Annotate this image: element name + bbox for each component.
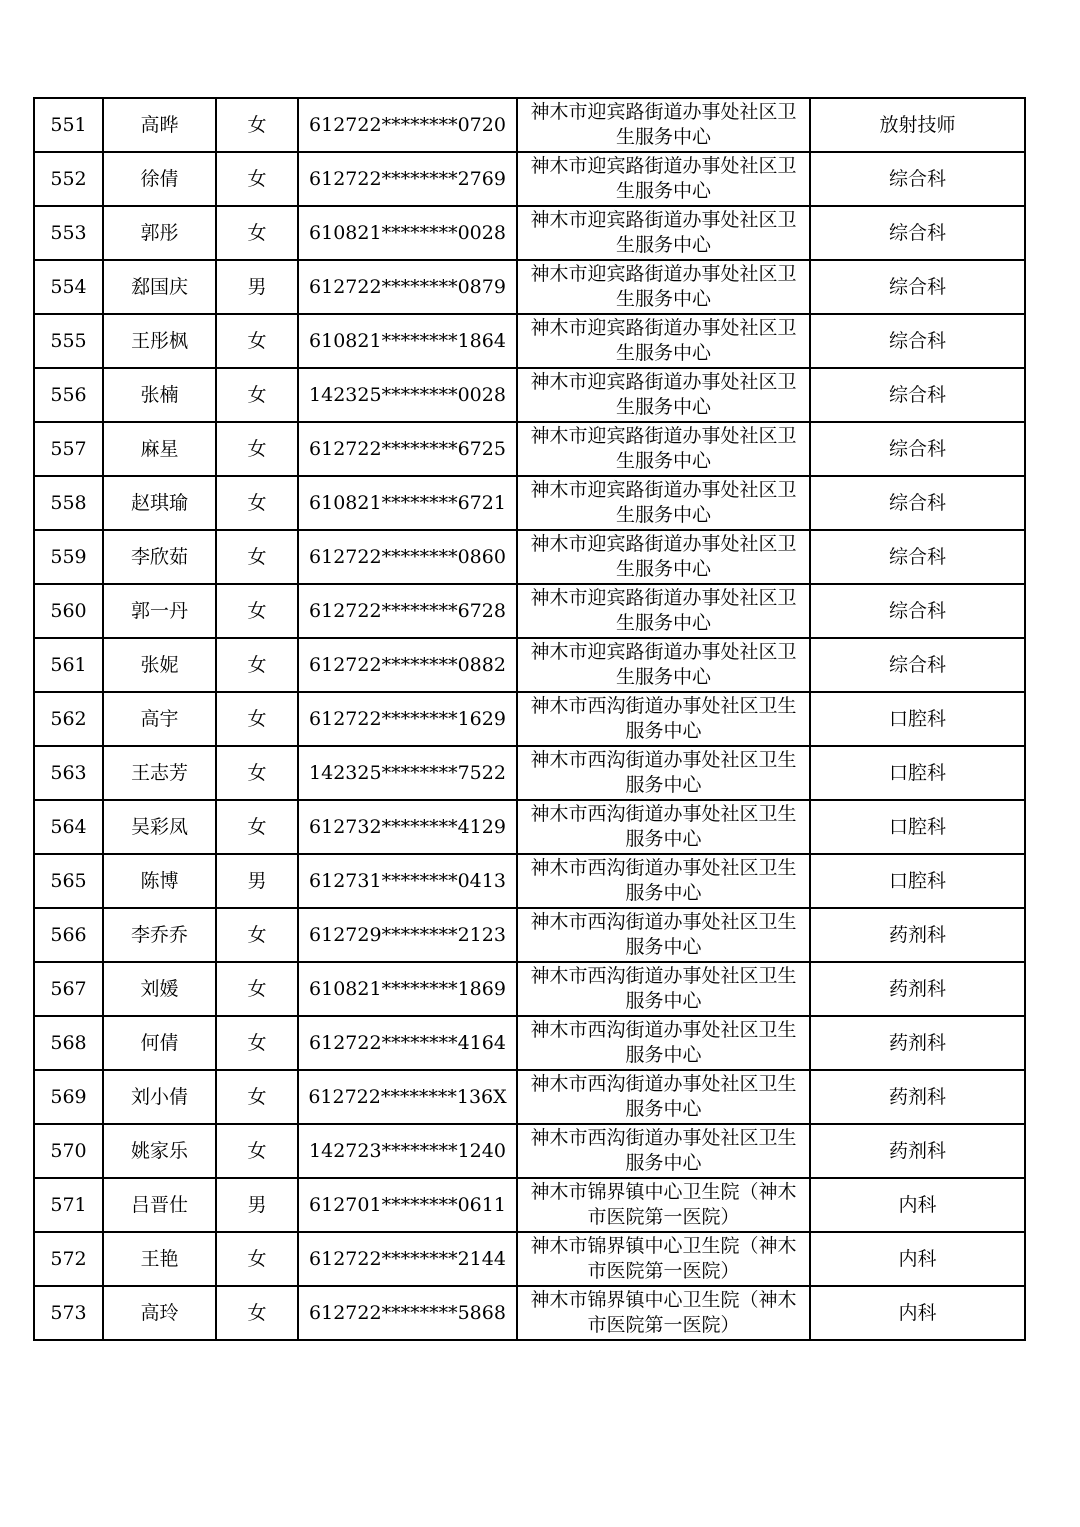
row-number: 561 (34, 638, 103, 692)
work-unit: 神木市锦界镇中心卫生院（神木市医院第一医院） (517, 1232, 810, 1286)
person-name: 吕晋仕 (103, 1178, 216, 1232)
table-row (34, 1070, 1025, 1124)
id-number: 612722********1629 (298, 692, 517, 746)
gender: 男 (216, 260, 298, 314)
row-number: 571 (34, 1178, 103, 1232)
post: 口腔科 (810, 854, 1025, 908)
person-name: 高玲 (103, 1286, 216, 1340)
person-name: 高晔 (103, 98, 216, 152)
id-number: 142325********7522 (298, 746, 517, 800)
post: 综合科 (810, 422, 1025, 476)
gender: 女 (216, 908, 298, 962)
person-name: 张妮 (103, 638, 216, 692)
table-row (34, 260, 1025, 314)
work-unit: 神木市西沟街道办事处社区卫生服务中心 (517, 692, 810, 746)
table-row (34, 746, 1025, 800)
post: 口腔科 (810, 692, 1025, 746)
person-name: 李欣茹 (103, 530, 216, 584)
id-number: 612722********0882 (298, 638, 517, 692)
person-name: 王艳 (103, 1232, 216, 1286)
person-name: 刘媛 (103, 962, 216, 1016)
table-row (34, 1232, 1025, 1286)
post: 综合科 (810, 206, 1025, 260)
row-number: 565 (34, 854, 103, 908)
row-number: 551 (34, 98, 103, 152)
gender: 女 (216, 206, 298, 260)
work-unit: 神木市迎宾路街道办事处社区卫生服务中心 (517, 584, 810, 638)
table-row (34, 1016, 1025, 1070)
row-number: 569 (34, 1070, 103, 1124)
person-name: 王志芳 (103, 746, 216, 800)
table-row (34, 1124, 1025, 1178)
post: 药剂科 (810, 962, 1025, 1016)
work-unit: 神木市迎宾路街道办事处社区卫生服务中心 (517, 152, 810, 206)
row-number: 557 (34, 422, 103, 476)
post: 口腔科 (810, 800, 1025, 854)
work-unit: 神木市西沟街道办事处社区卫生服务中心 (517, 800, 810, 854)
gender: 女 (216, 800, 298, 854)
work-unit: 神木市西沟街道办事处社区卫生服务中心 (517, 962, 810, 1016)
person-name: 赵琪瑜 (103, 476, 216, 530)
work-unit: 神木市西沟街道办事处社区卫生服务中心 (517, 746, 810, 800)
id-number: 610821********6721 (298, 476, 517, 530)
id-number: 612731********0413 (298, 854, 517, 908)
table-row (34, 638, 1025, 692)
work-unit: 神木市西沟街道办事处社区卫生服务中心 (517, 854, 810, 908)
roster-body (34, 98, 1025, 1340)
id-number: 610821********1864 (298, 314, 517, 368)
id-number: 612722********6725 (298, 422, 517, 476)
gender: 女 (216, 98, 298, 152)
row-number: 560 (34, 584, 103, 638)
person-name: 姚家乐 (103, 1124, 216, 1178)
person-name: 李乔乔 (103, 908, 216, 962)
work-unit: 神木市锦界镇中心卫生院（神木市医院第一医院） (517, 1286, 810, 1340)
row-number: 559 (34, 530, 103, 584)
row-number: 553 (34, 206, 103, 260)
work-unit: 神木市西沟街道办事处社区卫生服务中心 (517, 1124, 810, 1178)
row-number: 573 (34, 1286, 103, 1340)
row-number: 570 (34, 1124, 103, 1178)
gender: 男 (216, 854, 298, 908)
id-number: 142325********0028 (298, 368, 517, 422)
work-unit: 神木市迎宾路街道办事处社区卫生服务中心 (517, 206, 810, 260)
work-unit: 神木市迎宾路街道办事处社区卫生服务中心 (517, 638, 810, 692)
id-number: 612722********0720 (298, 98, 517, 152)
post: 综合科 (810, 584, 1025, 638)
gender: 女 (216, 314, 298, 368)
person-name: 高宇 (103, 692, 216, 746)
work-unit: 神木市西沟街道办事处社区卫生服务中心 (517, 908, 810, 962)
row-number: 552 (34, 152, 103, 206)
id-number: 142723********1240 (298, 1124, 517, 1178)
table-row (34, 530, 1025, 584)
gender: 男 (216, 1178, 298, 1232)
post: 综合科 (810, 260, 1025, 314)
id-number: 610821********1869 (298, 962, 517, 1016)
row-number: 563 (34, 746, 103, 800)
post: 综合科 (810, 152, 1025, 206)
person-name: 徐倩 (103, 152, 216, 206)
person-name: 何倩 (103, 1016, 216, 1070)
work-unit: 神木市迎宾路街道办事处社区卫生服务中心 (517, 422, 810, 476)
id-number: 610821********0028 (298, 206, 517, 260)
row-number: 568 (34, 1016, 103, 1070)
gender: 女 (216, 1070, 298, 1124)
row-number: 558 (34, 476, 103, 530)
gender: 女 (216, 476, 298, 530)
work-unit: 神木市锦界镇中心卫生院（神木市医院第一医院） (517, 1178, 810, 1232)
post: 药剂科 (810, 1016, 1025, 1070)
person-name: 郄国庆 (103, 260, 216, 314)
id-number: 612722********2144 (298, 1232, 517, 1286)
table-row (34, 692, 1025, 746)
table-row (34, 368, 1025, 422)
post: 综合科 (810, 476, 1025, 530)
id-number: 612722********6728 (298, 584, 517, 638)
gender: 女 (216, 962, 298, 1016)
table-row (34, 422, 1025, 476)
person-name: 郭一丹 (103, 584, 216, 638)
work-unit: 神木市迎宾路街道办事处社区卫生服务中心 (517, 314, 810, 368)
post: 综合科 (810, 314, 1025, 368)
work-unit: 神木市西沟街道办事处社区卫生服务中心 (517, 1070, 810, 1124)
post: 药剂科 (810, 908, 1025, 962)
gender: 女 (216, 1286, 298, 1340)
post: 口腔科 (810, 746, 1025, 800)
table-row (34, 1286, 1025, 1340)
person-name: 麻星 (103, 422, 216, 476)
work-unit: 神木市迎宾路街道办事处社区卫生服务中心 (517, 368, 810, 422)
id-number: 612729********2123 (298, 908, 517, 962)
table-row (34, 854, 1025, 908)
person-name: 吴彩凤 (103, 800, 216, 854)
id-number: 612722********4164 (298, 1016, 517, 1070)
roster-table (33, 97, 1026, 1341)
gender: 女 (216, 1124, 298, 1178)
person-name: 张楠 (103, 368, 216, 422)
id-number: 612732********4129 (298, 800, 517, 854)
id-number: 612722********2769 (298, 152, 517, 206)
gender: 女 (216, 746, 298, 800)
person-name: 郭彤 (103, 206, 216, 260)
row-number: 572 (34, 1232, 103, 1286)
post: 综合科 (810, 638, 1025, 692)
id-number: 612722********5868 (298, 1286, 517, 1340)
gender: 女 (216, 1232, 298, 1286)
table-row (34, 962, 1025, 1016)
post: 综合科 (810, 530, 1025, 584)
table-row (34, 206, 1025, 260)
table-row (34, 908, 1025, 962)
post: 内科 (810, 1232, 1025, 1286)
row-number: 562 (34, 692, 103, 746)
post: 内科 (810, 1178, 1025, 1232)
person-name: 刘小倩 (103, 1070, 216, 1124)
gender: 女 (216, 692, 298, 746)
gender: 女 (216, 584, 298, 638)
row-number: 555 (34, 314, 103, 368)
id-number: 612722********0860 (298, 530, 517, 584)
table-row (34, 1178, 1025, 1232)
row-number: 554 (34, 260, 103, 314)
table-row (34, 98, 1025, 152)
id-number: 612701********0611 (298, 1178, 517, 1232)
post: 药剂科 (810, 1124, 1025, 1178)
post: 药剂科 (810, 1070, 1025, 1124)
post: 综合科 (810, 368, 1025, 422)
work-unit: 神木市迎宾路街道办事处社区卫生服务中心 (517, 98, 810, 152)
gender: 女 (216, 638, 298, 692)
table-row (34, 800, 1025, 854)
gender: 女 (216, 368, 298, 422)
row-number: 564 (34, 800, 103, 854)
id-number: 612722********136X (298, 1070, 517, 1124)
work-unit: 神木市迎宾路街道办事处社区卫生服务中心 (517, 530, 810, 584)
row-number: 567 (34, 962, 103, 1016)
table-row (34, 476, 1025, 530)
gender: 女 (216, 152, 298, 206)
gender: 女 (216, 530, 298, 584)
row-number: 556 (34, 368, 103, 422)
person-name: 陈博 (103, 854, 216, 908)
gender: 女 (216, 422, 298, 476)
table-row (34, 152, 1025, 206)
work-unit: 神木市西沟街道办事处社区卫生服务中心 (517, 1016, 810, 1070)
id-number: 612722********0879 (298, 260, 517, 314)
work-unit: 神木市迎宾路街道办事处社区卫生服务中心 (517, 260, 810, 314)
table-row (34, 314, 1025, 368)
person-name: 王彤枫 (103, 314, 216, 368)
post: 内科 (810, 1286, 1025, 1340)
row-number: 566 (34, 908, 103, 962)
gender: 女 (216, 1016, 298, 1070)
post: 放射技师 (810, 98, 1025, 152)
table-row (34, 584, 1025, 638)
work-unit: 神木市迎宾路街道办事处社区卫生服务中心 (517, 476, 810, 530)
